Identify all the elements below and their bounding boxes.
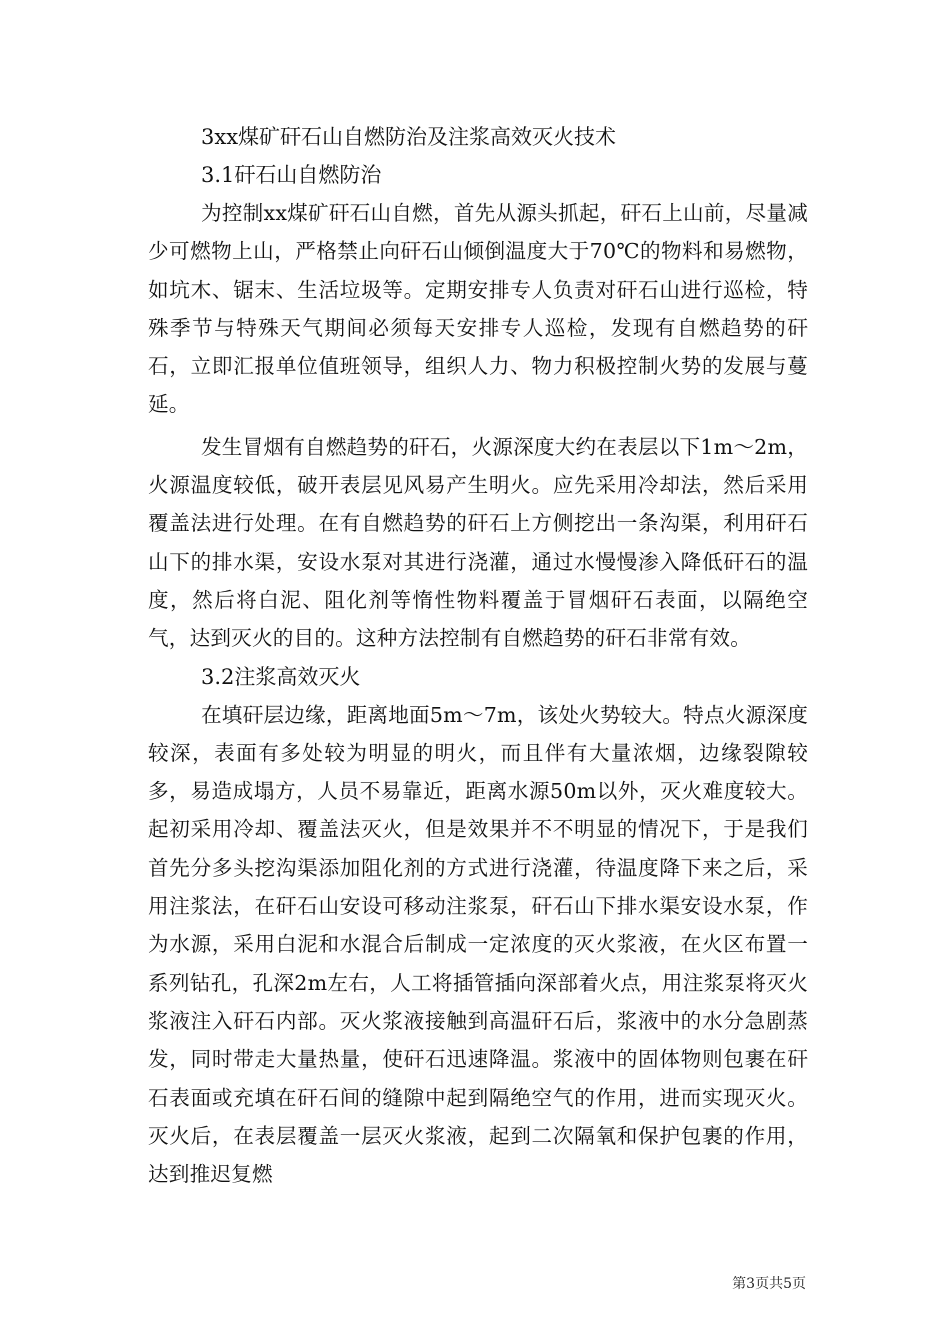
- page-number: 第3页共5页: [732, 1276, 806, 1292]
- document-body: [148, 118, 808, 1193]
- paragraph: 为控制xx煤矿矸石山自燃，首先从源头抓起，矸石上山前，尽量减少可燃物上山，严格禁止向矸石山倾倒温度大于70℃的物料和易燃物，如坑木、锯末、生活垃圾等。定期安排专人负责对矸石山进行巡检，特殊季节与特殊天气期间必须每天安排专人巡检，发现有自燃趋势的矸石，立即汇报单位值班领导，组织人力、物力积极控制火势的发展与蔓延。: [148, 201, 808, 417]
- paragraph: 发生冒烟有自燃趋势的矸石，火源深度大约在表层以下1m～2m，火源温度较低，破开表层见风易产生明火。应先采用冷却法，然后采用覆盖法进行处理。在有自燃趋势的矸石上方侧挖出一条沟渠，利用矸石山下的排水渠，安设水泵对其进行浇灌，通过水慢慢渗入降低矸石的温度，然后将白泥、阻化剂等惰性物料覆盖于冒烟矸石表面，以隔绝空气，达到灭火的目的。这种方法控制有自燃趋势的矸石非常有效。: [148, 434, 808, 651]
- section-title: 3xx煤矿矸石山自燃防治及注浆高效灭火技术: [201, 125, 617, 149]
- paragraph: 在填矸层边缘，距离地面5m～7m，该处火势较大。特点火源深度较深，表面有多处较为明显的明火，而且伴有大量浓烟，边缘裂隙较多，易造成塌方，人员不易靠近，距离水源50m以外，灭火难度较大。起初采用冷却、覆盖法灭火，但是效果并不不明显的情况下，于是我们首先分多头挖沟渠添加阻化剂的方式进行浇灌，待温度降下来之后，采用注浆法，在矸石山安设可移动注浆泵，矸石山下排水渠安设水泵，作为水源，采用白泥和水混合后制成一定浓度的灭火浆液，在火区布置一系列钻孔，孔深2m左右，人工将插管插向深部着火点，用注浆泵将灭火浆液注入矸石内部。灭火浆液接触到高温矸石后，浆液中的水分急剧蒸发，同时带走大量热量，使矸石迅速降温。浆液中的固体物则包裹在矸石表面或充填在矸石间的缝隙中起到隔绝空气的作用，进而实现灭火。灭火后，在表层覆盖一层灭火浆液，起到二次隔氧和保护包裹的作用，达到推迟复燃: [148, 702, 808, 1187]
- subsection-title-1: 3.1矸石山自燃防治: [201, 163, 382, 187]
- subsection-title-2: 3.2注浆高效灭火: [201, 664, 361, 689]
